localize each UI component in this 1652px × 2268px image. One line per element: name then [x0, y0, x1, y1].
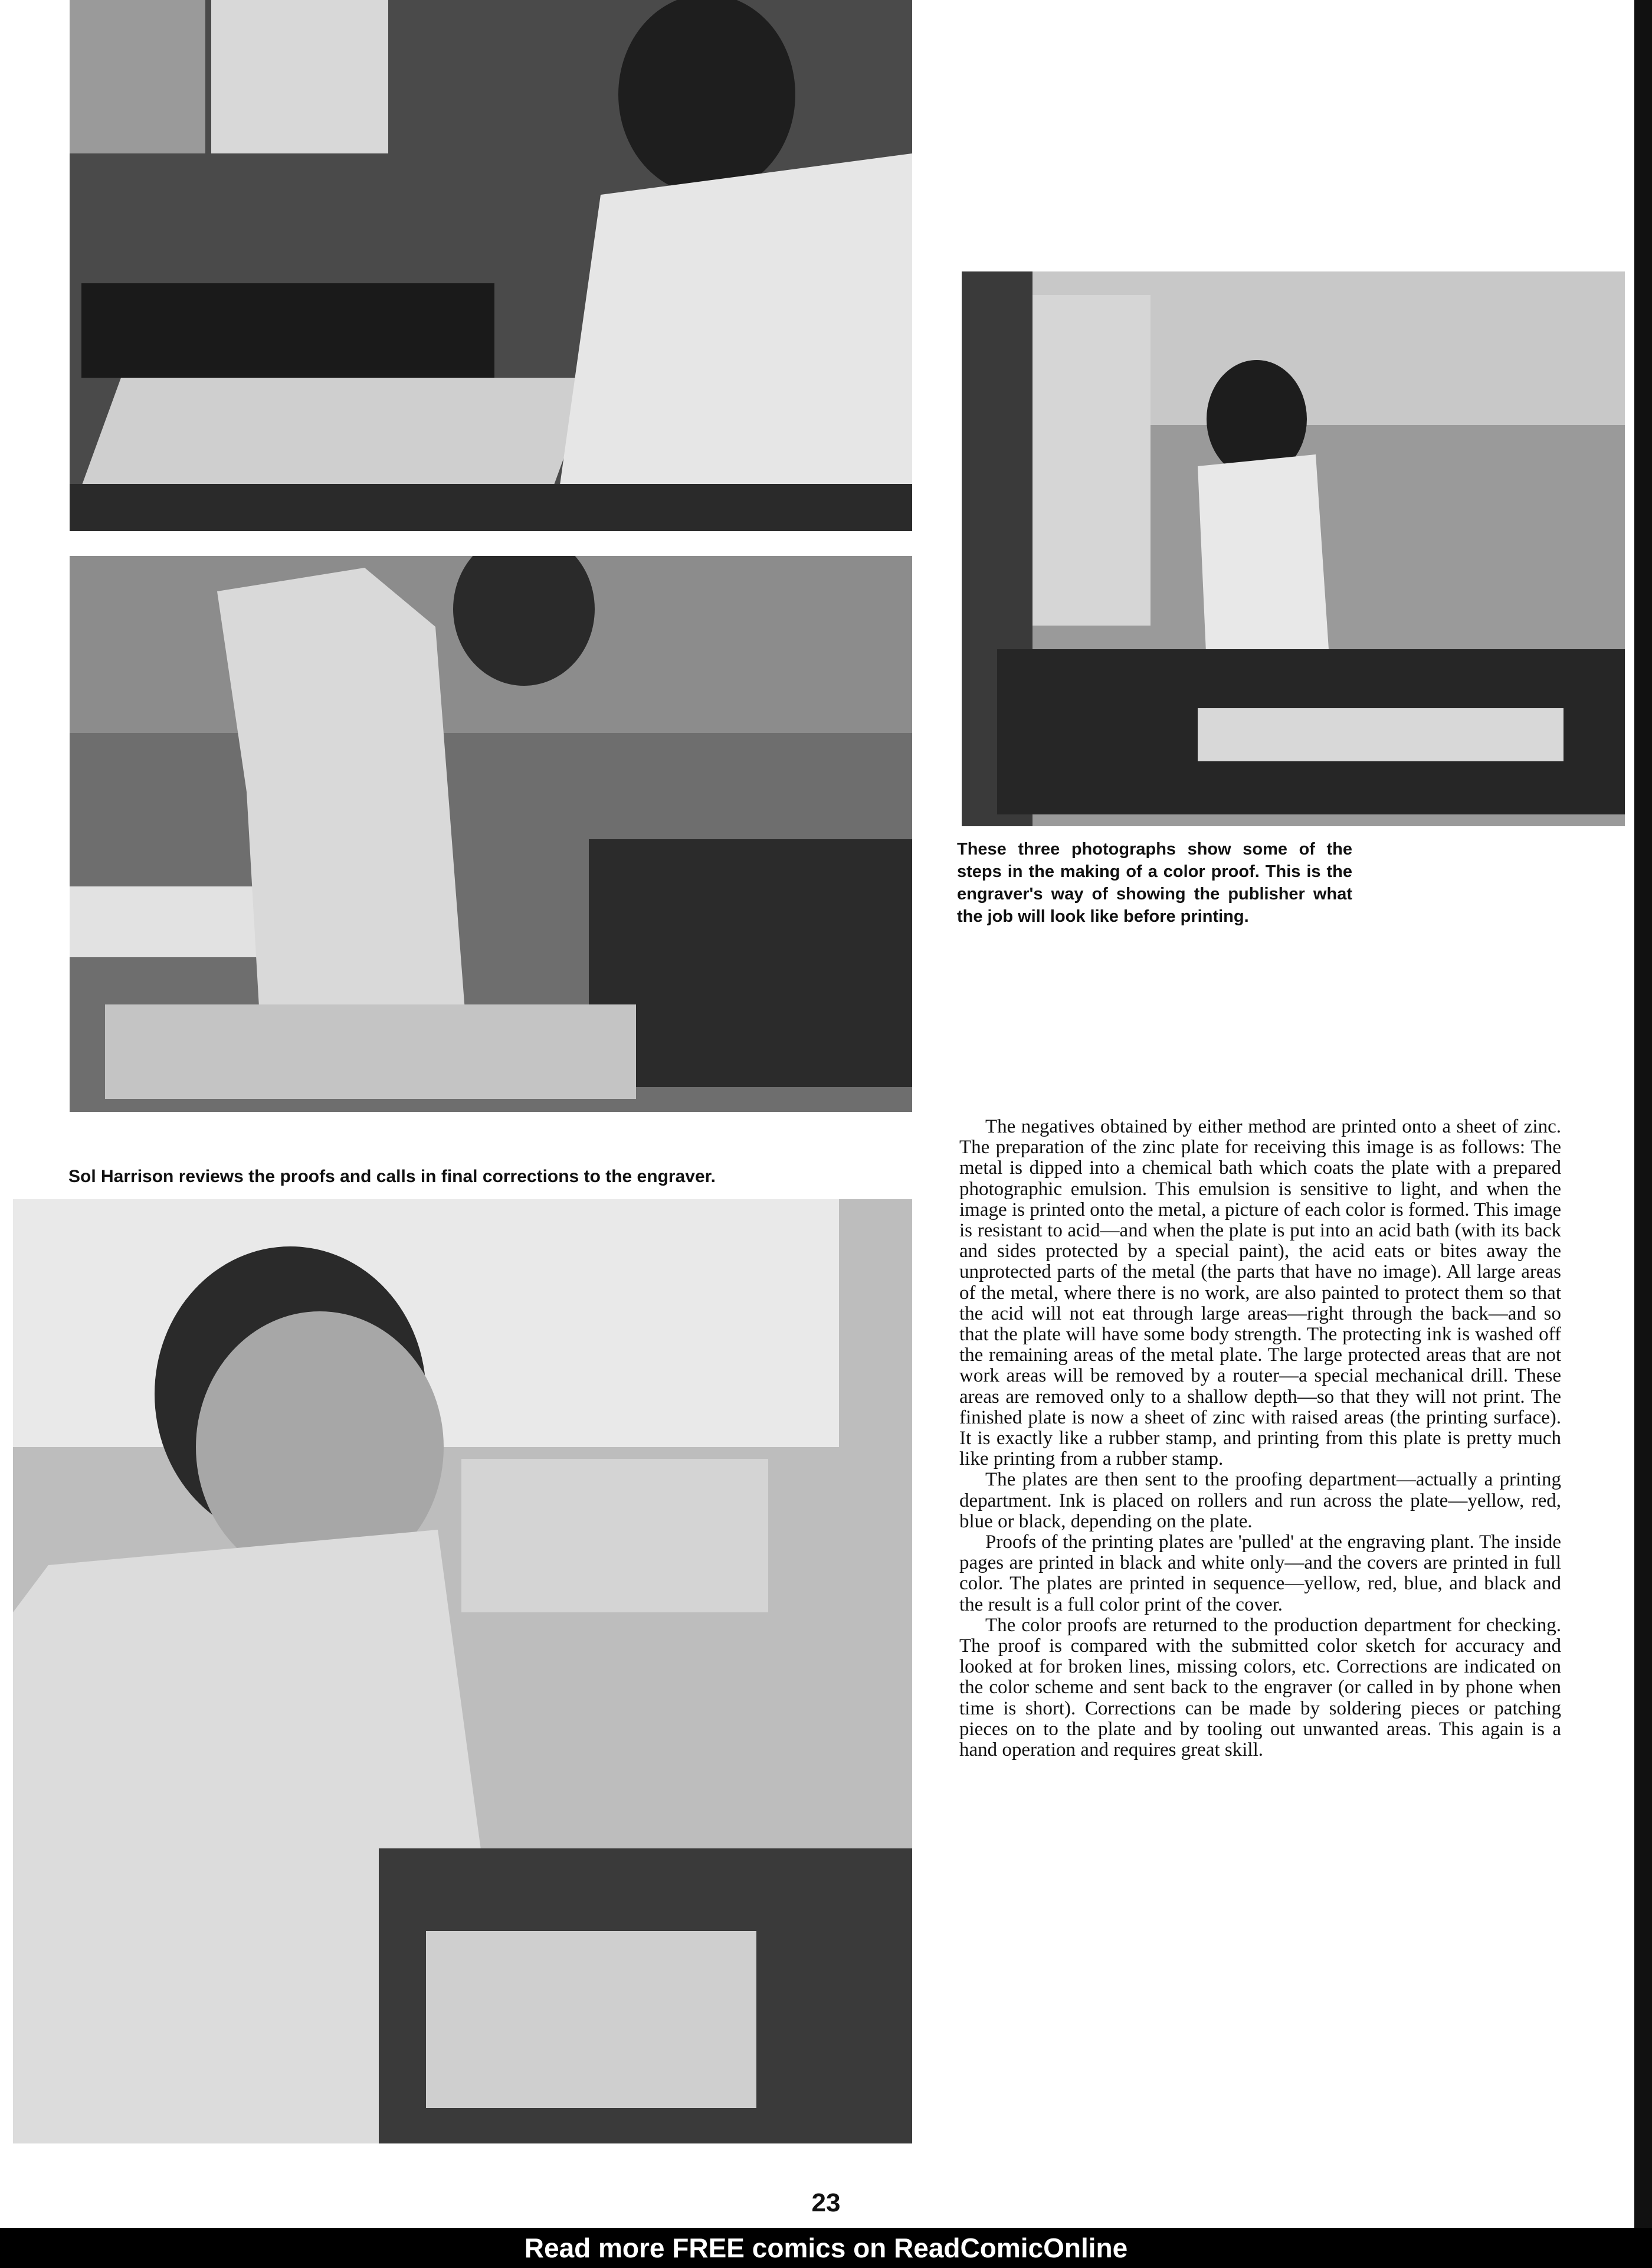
photo-engraver-plate [70, 0, 912, 531]
page-number: 23 [811, 2188, 841, 2217]
photo-sol-harrison [13, 1199, 912, 2143]
article-body [959, 1117, 1561, 1760]
photo-sol-harrison-illustration [13, 1199, 912, 2143]
photo-caption-color-proof: These three photographs show some of the steps in the making of a color proof. This is the engraver's way of showing the publisher what the job will look like before printing. [957, 840, 1352, 926]
body-paragraph-corrections: The color proofs are returned to the production department for checking. The proof is compared with the submitted color sketch for accuracy and looked at for broken lines, missing colors, etc. Corrections are indicated on the color scheme and sent back to the engraver (or called in by phone when time is short). Corrections can be made by soldering pieces or patching pieces on to the plate and by tooling out unwanted areas. This again is a hand operation and requires great skill. [959, 1614, 1561, 1761]
page-right-edge [1634, 0, 1652, 2228]
photo-caption-sol-harrison: Sol Harrison reviews the proofs and calls in final corrections to the engraver. [68, 1167, 716, 1186]
body-paragraph-proofing: The plates are then sent to the proofing department—actually a printing department. Ink is placed on rollers and run across the plate—yellow, red, blue or black, depending on the plate. [959, 1469, 1561, 1532]
photo-proof-press-operator [70, 556, 912, 1112]
photo-proof-press-illustration [70, 556, 912, 1112]
footer-banner-text[interactable]: Read more FREE comics on ReadComicOnline [524, 2233, 1128, 2263]
photo-color-proof-illustration [962, 271, 1625, 826]
footer-banner[interactable] [0, 2228, 1652, 2268]
photo-engraver-plate-illustration [70, 0, 912, 531]
body-paragraph-zinc-plate: The negatives obtained by either method are printed onto a sheet of zinc. The preparation of the zinc plate for receiving this image is as follows: The metal is dipped into a chemical bath which coats the plate with a prepared photographic emulsion. This emulsion is sensitive to light, and when the image is printed onto the metal, a picture of each color is formed. This image is resistant to acid—and when the plate is put into an acid bath (with its back and sides protected by a special paint), the acid eats or bites away the unprotected parts of the metal (the parts that have no image). All large areas of the metal, where there is no work, are also painted to protect them so that the acid will not eat through large areas—right through the back—and so that the plate will have some body strength. The protecting ink is washed off the remaining areas of the metal plate. The large protected areas that are not work areas will be removed by a router—a special mechanical drill. These areas are removed only to a shallow depth—so that they will not print. The finished plate is now a sheet of zinc with raised areas (the printing surface). It is exactly like a rubber stamp, and printing from this plate is pretty much like printing from a rubber stamp. [959, 1116, 1561, 1470]
body-paragraph-proofs-pulled: Proofs of the printing plates are 'pulled' at the engraving plant. The inside pages are printed in black and white only—and the covers are printed in full color. The plates are printed in sequence—yellow, red, blue, and black and the result is a full color print of the cover. [959, 1531, 1561, 1615]
photo-color-proof-press [962, 271, 1625, 826]
